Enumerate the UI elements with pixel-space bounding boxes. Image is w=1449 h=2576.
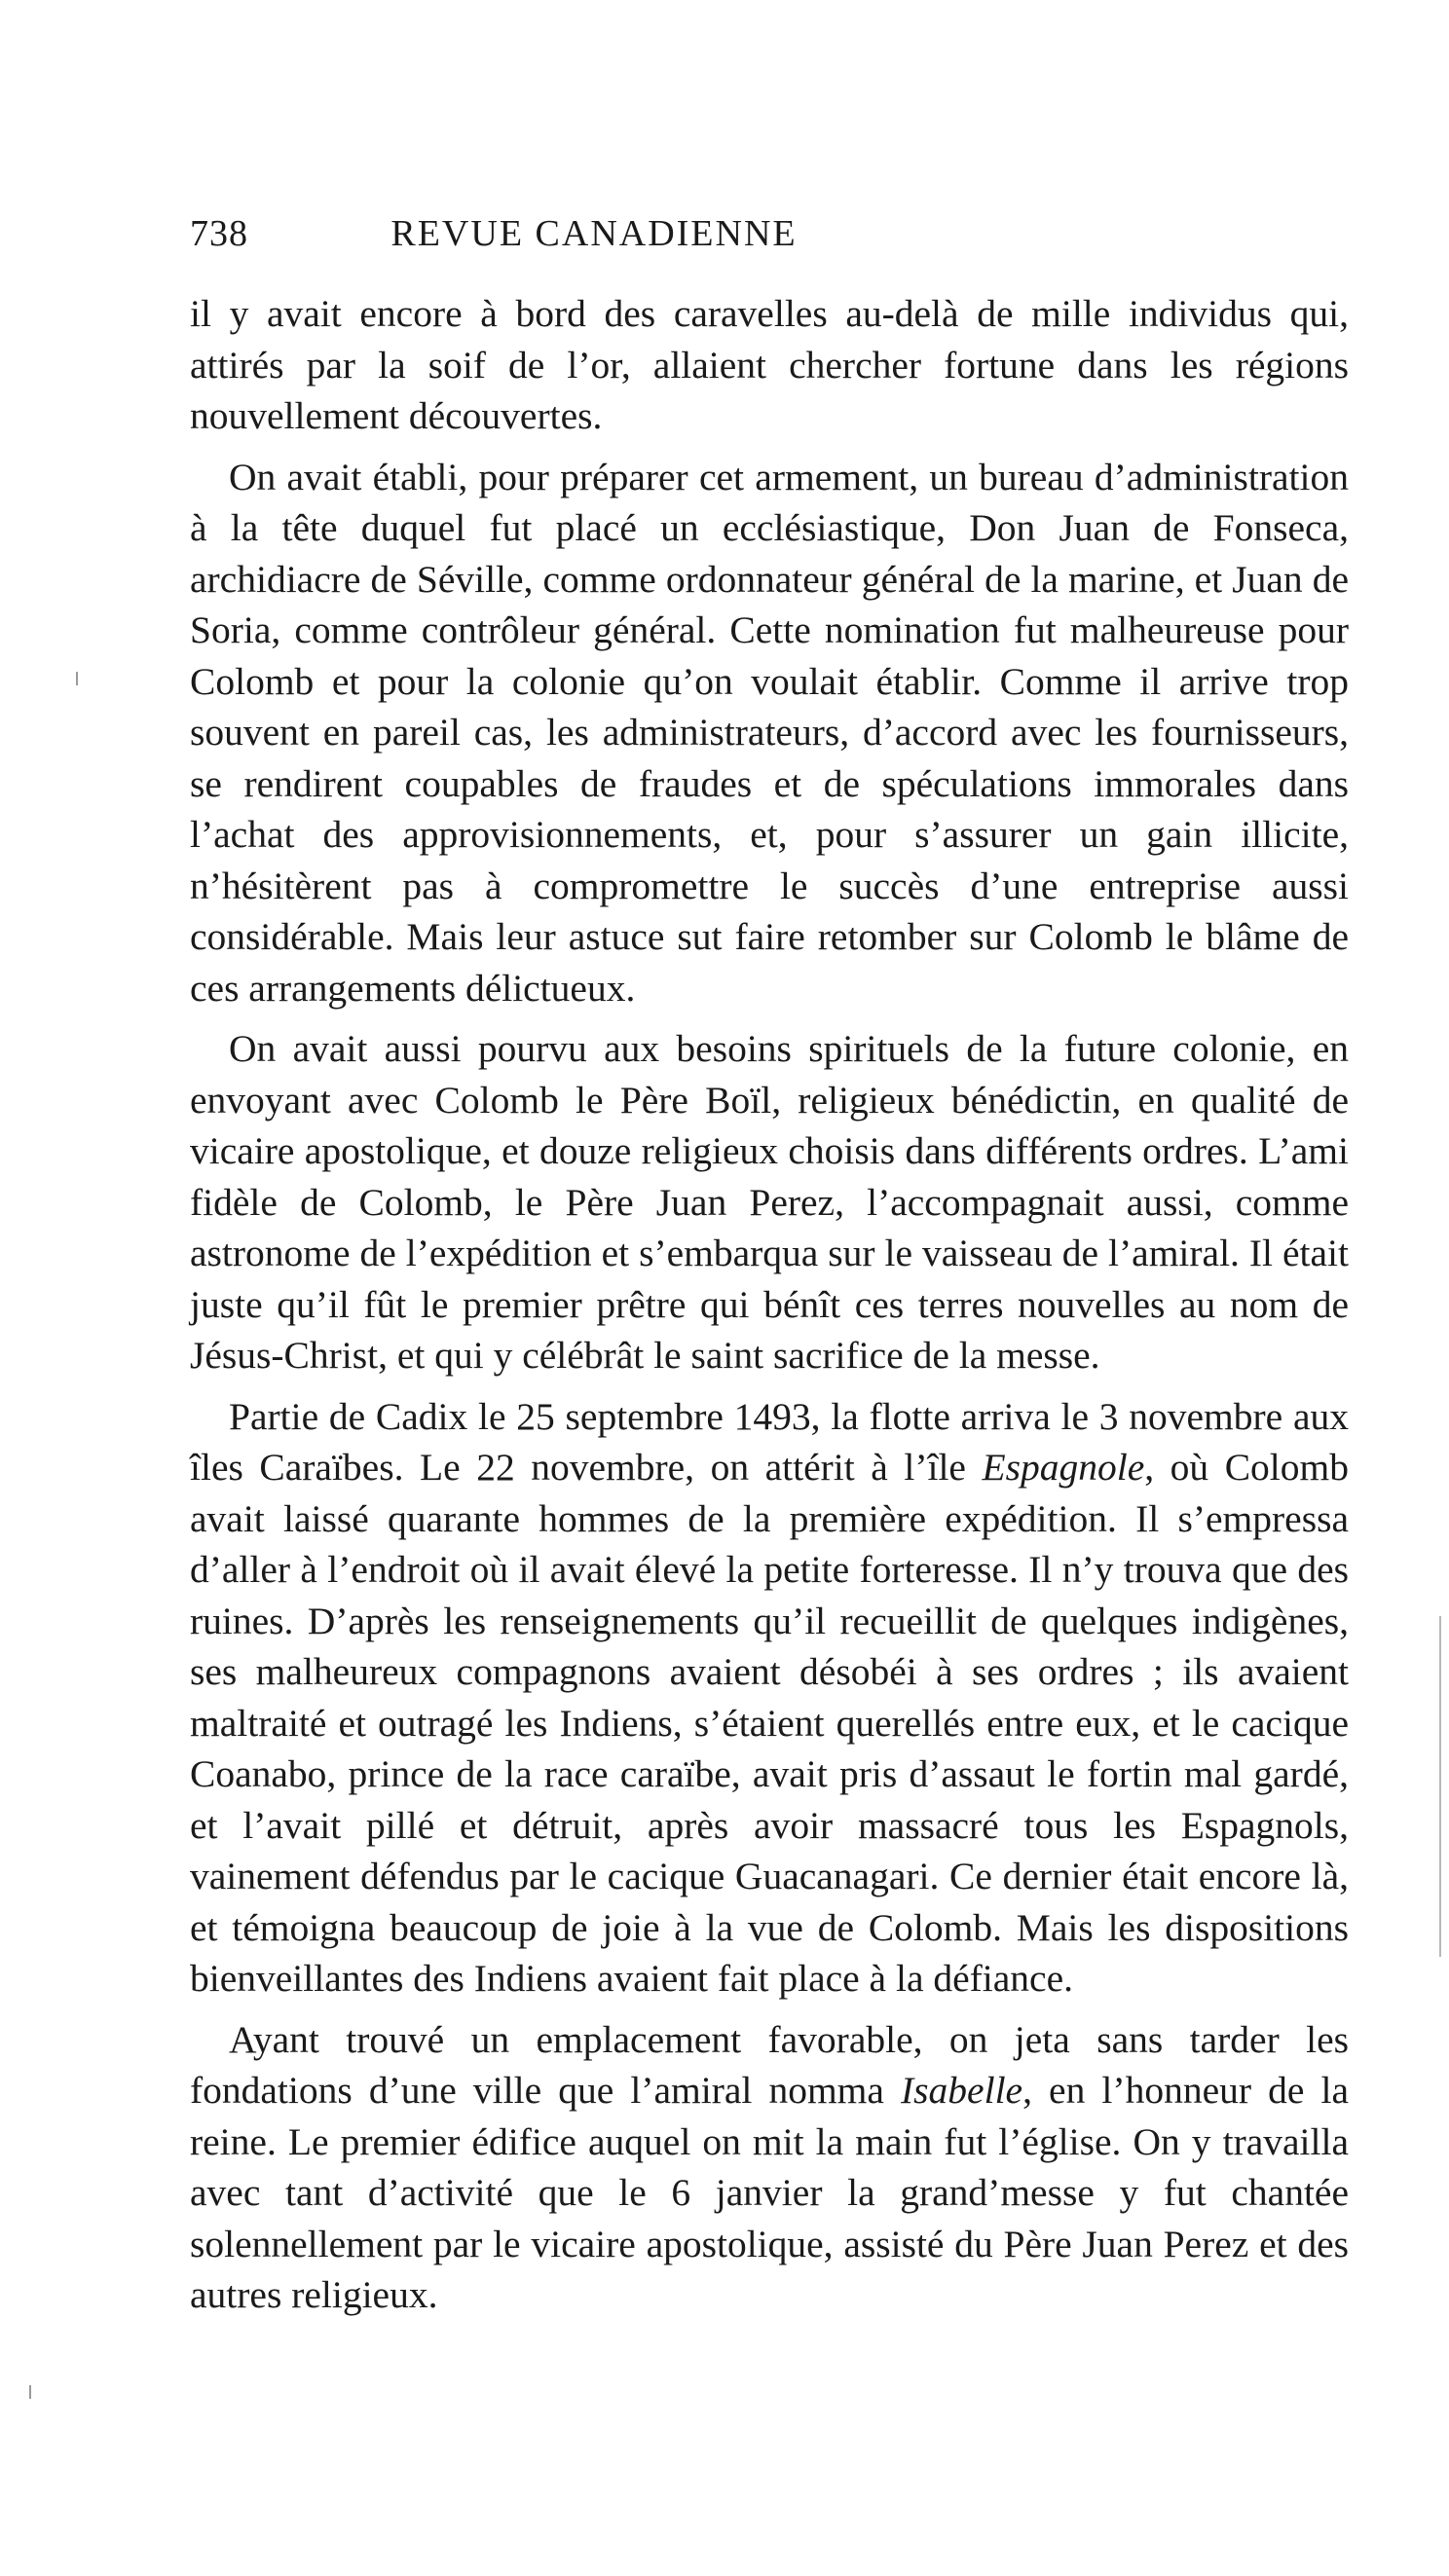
paragraph-5 bbox=[190, 2014, 1349, 2321]
paragraph-2: On avait établi, pour préparer cet armement, un bureau d’administration à la tête duquel fut placé un ecclésiastique, Don Juan de Fonseca, archidiacre de Séville, comme ordonnateur général de la marine, et Juan de Soria, comme contrôleur général. Cette nomination fut malheureuse pour Colomb et pour la colonie qu’on voulait établir. Comme il arrive trop souvent en pareil cas, les administrateurs, d’accord avec les fournisseurs, se rendirent coupables de fraudes et de spéculations immorales dans l’achat des approvisionnements, et, pour s’assurer un gain illicite, n’hésitèrent pas à compromettre le succès d’une entreprise aussi considérable. Mais leur astuce sut faire retomber sur Colomb le blâme de ces arrangements délictueux. bbox=[190, 455, 1349, 1010]
paragraph-4-italic: Espagnole bbox=[982, 1446, 1145, 1489]
page-header bbox=[190, 212, 998, 271]
page-number: 738 bbox=[190, 213, 248, 254]
paragraph-4 bbox=[190, 1391, 1349, 2005]
page-edge-shadow bbox=[1439, 1616, 1441, 1957]
paragraph-4-text-b: , où Colomb avait laissé quarante hommes de la première expédition. Il s’empressa d’aller à l’endroit où il avait élevé la petite forteresse. Il n’y trouva que des ruines. D’après les renseignements qu’il recueillit de quelques indigènes, ses malheureux compagnons avaient désobéi à ses ordres ; ils avaient maltraité et outragé les Indiens, s’étaient querellés entre eux, et le cacique Coanabo, prince de la race caraïbe, avait pris d’assaut le fortin mal gardé, et l’avait pillé et détruit, après avoir massacré tous les Espagnols, vainement défendus par le cacique Guacanagari. Ce dernier était encore là, et témoigna beaucoup de joie à la vue de Colomb. Mais les dispositions bienveillantes des Indiens avaient fait place à la défiance. bbox=[190, 1446, 1350, 2000]
scan-speck bbox=[76, 672, 78, 685]
paragraph-3: On avait aussi pourvu aux besoins spirituels de la future colonie, en envoyant avec Colomb le Père Boïl, religieux bénédictin, en qualité de vicaire apostolique, et douze religieux choisis dans différents ordres. L’ami fidèle de Colomb, le Père Juan Perez, l’accompagnait aussi, comme astronome de l’expédition et s’embarqua sur le vaisseau de l’amiral. Il était juste qu’il fût le premier prêtre qui bénît ces terres nouvelles au nom de Jésus-Christ, et qui y célébrât le saint sacrifice de la messe. bbox=[190, 1027, 1349, 1377]
paragraph-4-text-a: Partie de Cadix le 25 septembre 1493, la flotte arriva le 3 novembre aux îles Caraïbes. Le 22 novembre, on attérit à l’île bbox=[190, 1394, 1349, 1489]
paragraph-5-italic: Isabelle bbox=[901, 2069, 1023, 2112]
running-title: REVUE CANADIENNE bbox=[390, 213, 798, 254]
paragraph-5-text-a: Ayant trouvé un emplacement favorable, on jeta sans tarder les fondations d’une ville que l’amiral nomma bbox=[190, 2017, 1349, 2112]
paragraph-1: il y avait encore à bord des caravelles au-delà de mille individus qui, attirés par la soif de l’or, allaient chercher fortune dans les régions nouvellement découvertes. bbox=[190, 292, 1349, 437]
paragraph-5-text-b: , en l’honneur de la reine. Le premier édifice auquel on mit la main fut l’église. On y travailla avec tant d’activité que le 6 janvier la grand’messe y fut chantée solennellement par le vicaire apostolique, assisté du Père Juan Perez et des autres religieux. bbox=[190, 2069, 1349, 2316]
scan-speck bbox=[29, 2385, 31, 2399]
body-text bbox=[190, 288, 1349, 2331]
